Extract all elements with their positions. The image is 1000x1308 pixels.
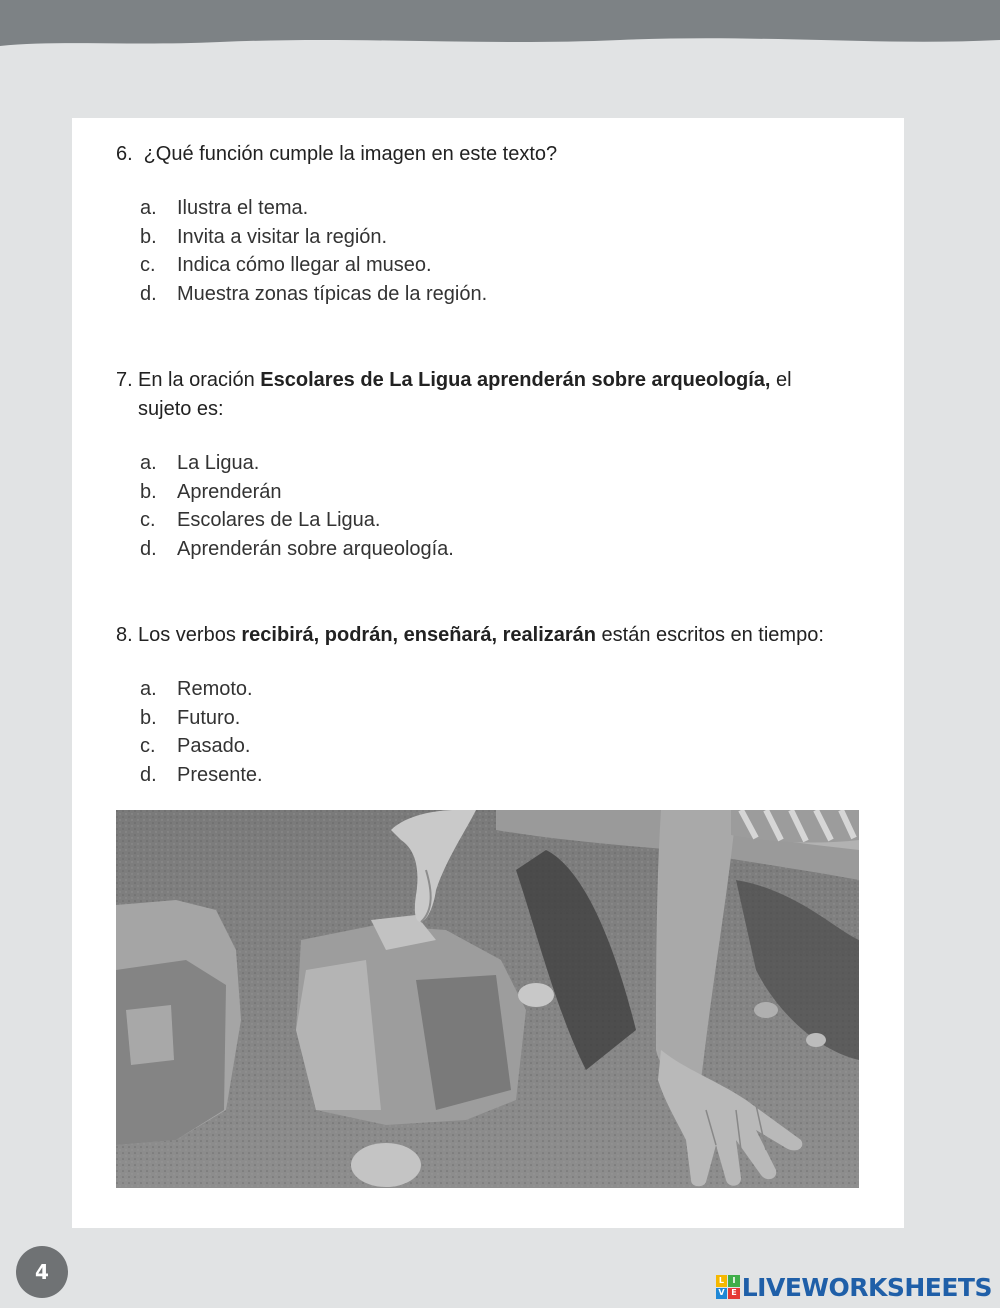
mark-letter: L [716,1275,728,1287]
option-7a[interactable] [140,449,454,478]
option-text: Aprenderán sobre arqueología. [177,538,454,561]
options-list-6 [140,194,487,309]
page-number-badge: 4 [16,1246,68,1298]
option-6a[interactable] [140,194,487,223]
question-text-line2: sujeto es: [138,398,224,420]
option-6c[interactable] [140,251,487,280]
option-letter: d. [140,283,157,306]
options-list-7 [140,449,454,564]
question-text-start: En la oración [138,369,261,391]
question-number: 8. [116,624,133,646]
option-text: Futuro. [177,706,241,729]
question-text-bold: Escolares de La Ligua aprenderán sobre arqueología, [260,369,771,391]
option-text: Escolares de La Ligua. [177,509,381,532]
option-text: Muestra zonas típicas de la región. [177,283,488,306]
option-letter: c. [140,735,156,758]
option-text: Pasado. [177,735,251,758]
mark-letter: E [728,1288,740,1300]
option-7d[interactable] [140,535,454,564]
option-letter: d. [140,538,157,561]
option-7b[interactable] [140,478,454,507]
option-text: Ilustra el tema. [177,197,309,219]
option-text: Remoto. [177,678,253,700]
option-letter: a. [140,197,157,219]
option-6d[interactable] [140,280,487,309]
question-text: ¿Qué función cumple la imagen en este texto? [143,143,558,165]
excavation-photo [116,810,859,1188]
mark-letter: I [728,1275,740,1287]
option-7c[interactable] [140,506,454,535]
question-text-start: Los verbos [138,624,242,646]
option-8d[interactable] [140,761,263,790]
liveworksheets-mark-icon [716,1275,740,1299]
question-text-end: el [770,369,792,391]
mark-letter: V [716,1288,728,1300]
question-7 [116,366,886,424]
question-number: 6. [116,143,133,165]
option-letter: c. [140,509,156,532]
top-wave-band [0,0,1000,60]
option-letter: b. [140,480,157,503]
excavation-illustration [116,810,859,1188]
option-letter: b. [140,706,157,729]
worksheet-card [72,118,904,1228]
option-6b[interactable] [140,223,487,252]
question-6 [116,140,886,169]
question-8 [116,621,916,650]
option-text: Invita a visitar la región. [177,225,388,248]
option-8b[interactable] [140,704,263,733]
question-text-end: están escritos en tiempo: [596,624,824,646]
question-number: 7. [116,369,133,391]
option-text: Indica cómo llegar al museo. [177,254,432,277]
liveworksheets-wordmark: LIVEWORKSHEETS [741,1272,992,1302]
question-text-bold: recibirá, podrán, enseñará, realizarán [241,624,596,646]
option-text: Aprenderán [177,480,282,503]
option-letter: d. [140,764,157,787]
option-8c[interactable] [140,732,263,761]
option-letter: a. [140,678,157,700]
option-letter: b. [140,225,157,248]
option-8a[interactable] [140,675,263,704]
option-text: Presente. [177,764,263,787]
option-letter: c. [140,254,156,277]
options-list-8 [140,675,263,790]
option-letter: a. [140,452,157,474]
liveworksheets-logo[interactable] [716,1270,992,1304]
option-text: La Ligua. [177,452,260,474]
